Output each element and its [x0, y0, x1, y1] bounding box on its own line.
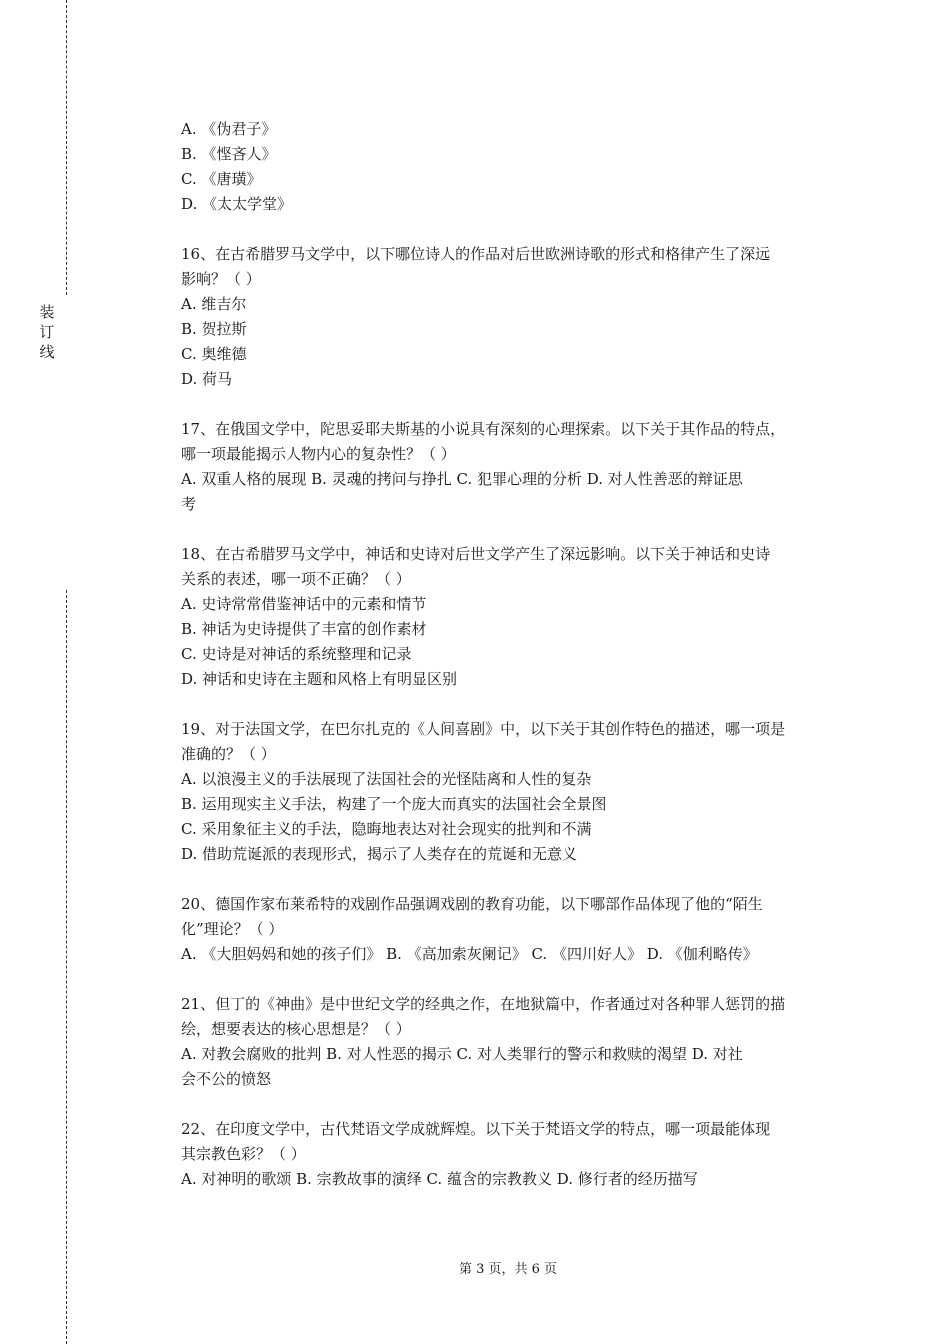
binding-line-bottom [66, 590, 67, 1344]
binding-label: 装 订 线 [39, 303, 55, 361]
question-19 [181, 892, 841, 967]
block-spacer [181, 392, 841, 417]
text-line: C. 奥维德 [181, 345, 247, 363]
question-18 [181, 717, 841, 867]
question-15-options [181, 117, 841, 217]
text-line: B. 贺拉斯 [181, 320, 247, 338]
block-spacer [181, 692, 841, 717]
text-line: 考 [181, 495, 197, 513]
text-line: 会不公的愤怒 [181, 1070, 272, 1088]
page-footer: 第 3 页，共 6 页 [458, 1262, 558, 1277]
binding-line-top [66, 0, 67, 295]
text-line: 18、在古希腊罗马文学中，神话和史诗对后世文学产生了深远影响。以下关于神话和史诗 [181, 545, 771, 563]
text-line: 19、对于法国文学，在巴尔扎克的《人间喜剧》中，以下关于其创作特色的描述，哪一项是 [181, 720, 786, 738]
text-line: 16、在古希腊罗马文学中，以下哪位诗人的作品对后世欧洲诗歌的形式和格律产生了深远 [181, 245, 771, 263]
text-line: A. 对教会腐败的批判 B. 对人性恶的揭示 C. 对人类罪行的警示和救赎的渴望 D. 对社 [181, 1045, 743, 1063]
block-spacer [181, 517, 841, 542]
text-line: A. 双重人格的展现 B. 灵魂的拷问与挣扎 C. 犯罪心理的分析 D. 对人性善恶的辩证思 [181, 470, 743, 488]
text-line: C. 采用象征主义的手法，隐晦地表达对社会现实的批判和不满 [181, 820, 592, 838]
question-content [181, 117, 841, 1192]
text-line: D. 神话和史诗在主题和风格上有明显区别 [181, 670, 458, 688]
text-line: 21、但丁的《神曲》是中世纪文学的经典之作，在地狱篇中，作者通过对各种罪人惩罚的描 [181, 995, 786, 1013]
text-line: A. 《大胆妈妈和她的孩子们》 B. 《高加索灰阑记》 C. 《四川好人》 D. 《伽利略传》 [181, 945, 758, 963]
text-line: 17、在俄国文学中，陀思妥耶夫斯基的小说具有深刻的心理探索。以下关于其作品的特点， [181, 420, 786, 438]
text-line: 绘，想要表达的核心思想是？（ ） [181, 1020, 411, 1038]
text-line: 准确的？（ ） [181, 745, 276, 763]
block-spacer [181, 867, 841, 892]
question-16 [181, 417, 841, 517]
text-line: C. 史诗是对神话的系统整理和记录 [181, 645, 412, 663]
block-spacer [181, 217, 841, 242]
text-line: A. 史诗常常借鉴神话中的元素和情节 [181, 595, 427, 613]
text-line: C. 《唐璜》 [181, 170, 262, 188]
question-20 [181, 992, 841, 1092]
text-line: 化”理论？（ ） [181, 920, 284, 938]
text-line: 关系的表述，哪一项不正确？（ ） [181, 570, 411, 588]
text-line: 22、在印度文学中，古代梵语文学成就辉煌。以下关于梵语文学的特点，哪一项最能体现 [181, 1120, 771, 1138]
question-21 [181, 1117, 841, 1192]
text-line: B. 《悭吝人》 [181, 145, 277, 163]
text-line: D. 《太太学堂》 [181, 195, 293, 213]
text-line: A. 对神明的歌颂 B. 宗教故事的演绎 C. 蕴含的宗教教义 D. 修行者的经历描写 [181, 1170, 698, 1188]
text-line: B. 运用现实主义手法，构建了一个庞大而真实的法国社会全景图 [181, 795, 607, 813]
text-line: A. 以浪漫主义的手法展现了法国社会的光怪陆离和人性的复杂 [181, 770, 592, 788]
text-line: D. 借助荒诞派的表现形式，揭示了人类存在的荒诞和无意义 [181, 845, 578, 863]
text-line: B. 神话为史诗提供了丰富的创作素材 [181, 620, 427, 638]
question-17 [181, 542, 841, 692]
question-15 [181, 242, 841, 392]
block-spacer [181, 1092, 841, 1117]
text-line: A. 维吉尔 [181, 295, 247, 313]
text-line: 哪一项最能揭示人物内心的复杂性？（ ） [181, 445, 456, 463]
text-line: 影响？（ ） [181, 270, 261, 288]
text-line: 20、德国作家布莱希特的戏剧作品强调戏剧的教育功能，以下哪部作品体现了他的“陌生 [181, 895, 763, 913]
text-line: A. 《伪君子》 [181, 120, 277, 138]
block-spacer [181, 967, 841, 992]
text-line: 其宗教色彩？（ ） [181, 1145, 306, 1163]
text-line: D. 荷马 [181, 370, 233, 388]
